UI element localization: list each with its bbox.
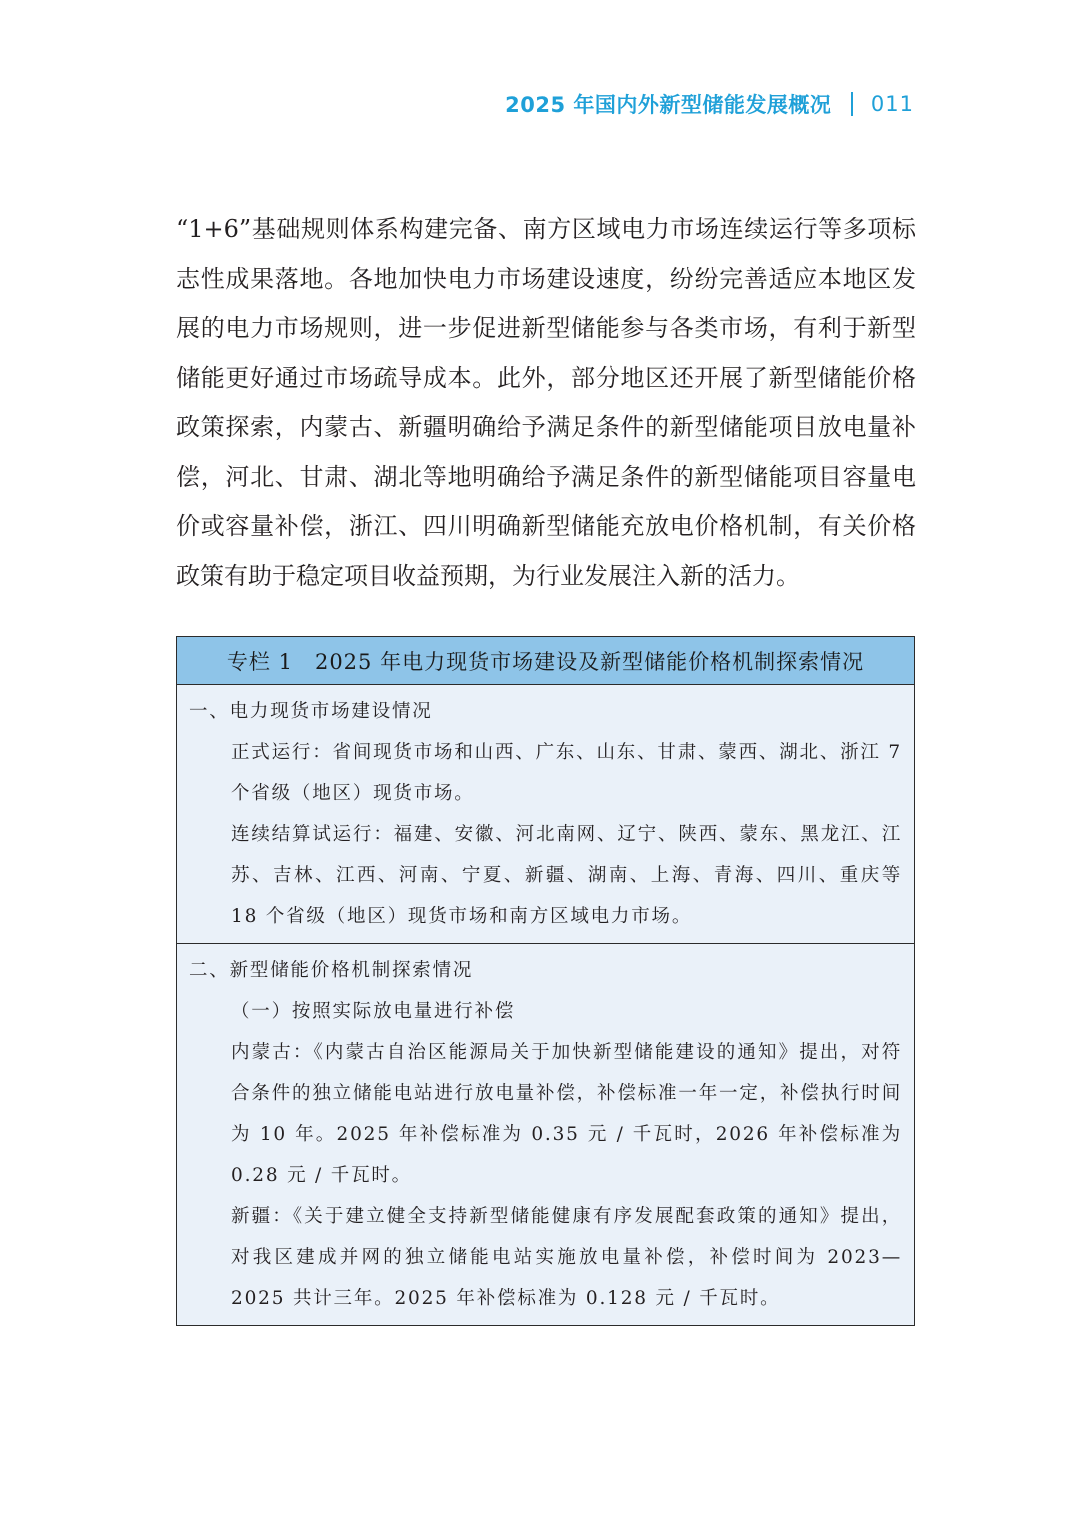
section-paragraph: 内蒙古：《内蒙古自治区能源局关于加快新型储能建设的通知》提出，对符合条件的独立储能电站进行放电量补偿，补偿标准一年一定，补偿执行时间为 10 年。2025 年补偿标准为 0.35 元 / 千瓦时，2026 年补偿标准为 0.28 元 / 千瓦时。 xyxy=(231,1042,902,1186)
section-paragraph: 连续结算试运行：福建、安徽、河北南网、辽宁、陕西、蒙东、黑龙江、江苏、吉林、江西、河南、宁夏、新疆、湖南、上海、青海、四川、重庆等 18 个省级（地区）现货市场和南方区域电力市场。 xyxy=(231,824,902,927)
sub-heading: （一）按照实际放电量进行补偿 xyxy=(231,1001,516,1022)
section-heading: 一、电力现货市场建设情况 xyxy=(189,701,433,722)
running-title: 2025 年国内外新型储能发展概况 xyxy=(505,93,832,117)
header-divider xyxy=(851,92,853,116)
sidebar-title: 专栏 1 2025 年电力现货市场建设及新型储能价格机制探索情况 xyxy=(177,637,914,685)
sidebar-section-spot-market xyxy=(177,685,914,943)
section-heading: 二、新型储能价格机制探索情况 xyxy=(189,960,474,981)
page-number: 011 xyxy=(870,92,914,116)
sidebar-box xyxy=(176,636,915,1326)
body-paragraph: “1+6”基础规则体系构建完备、南方区域电力市场连续运行等多项标志性成果落地。各地加快电力市场建设速度，纷纷完善适应本地区发展的电力市场规则，进一步促进新型储能参与各类市场，有利于新型储能更好通过市场疏导成本。此外，部分地区还开展了新型储能价格政策探索，内蒙古、新疆明确给予满足条件的新型储能项目放电量补偿，河北、甘肃、湖北等地明确给予满足条件的新型储能项目容量电价或容量补偿，浙江、四川明确新型储能充放电价格机制，有关价格政策有助于稳定项目收益预期，为行业发展注入新的活力。 xyxy=(176,215,916,590)
sidebar-section-price-mechanism xyxy=(177,943,914,1325)
section-paragraph: 新疆：《关于建立健全支持新型储能健康有序发展配套政策的通知》提出，对我区建成并网的独立储能电站实施放电量补偿，补偿时间为 2023—2025 共计三年。2025 年补偿标准为 0.128 元 / 千瓦时。 xyxy=(231,1206,902,1309)
page-header xyxy=(505,88,914,120)
section-paragraph: 正式运行：省间现货市场和山西、广东、山东、甘肃、蒙西、湖北、浙江 7 个省级（地区）现货市场。 xyxy=(231,742,902,804)
